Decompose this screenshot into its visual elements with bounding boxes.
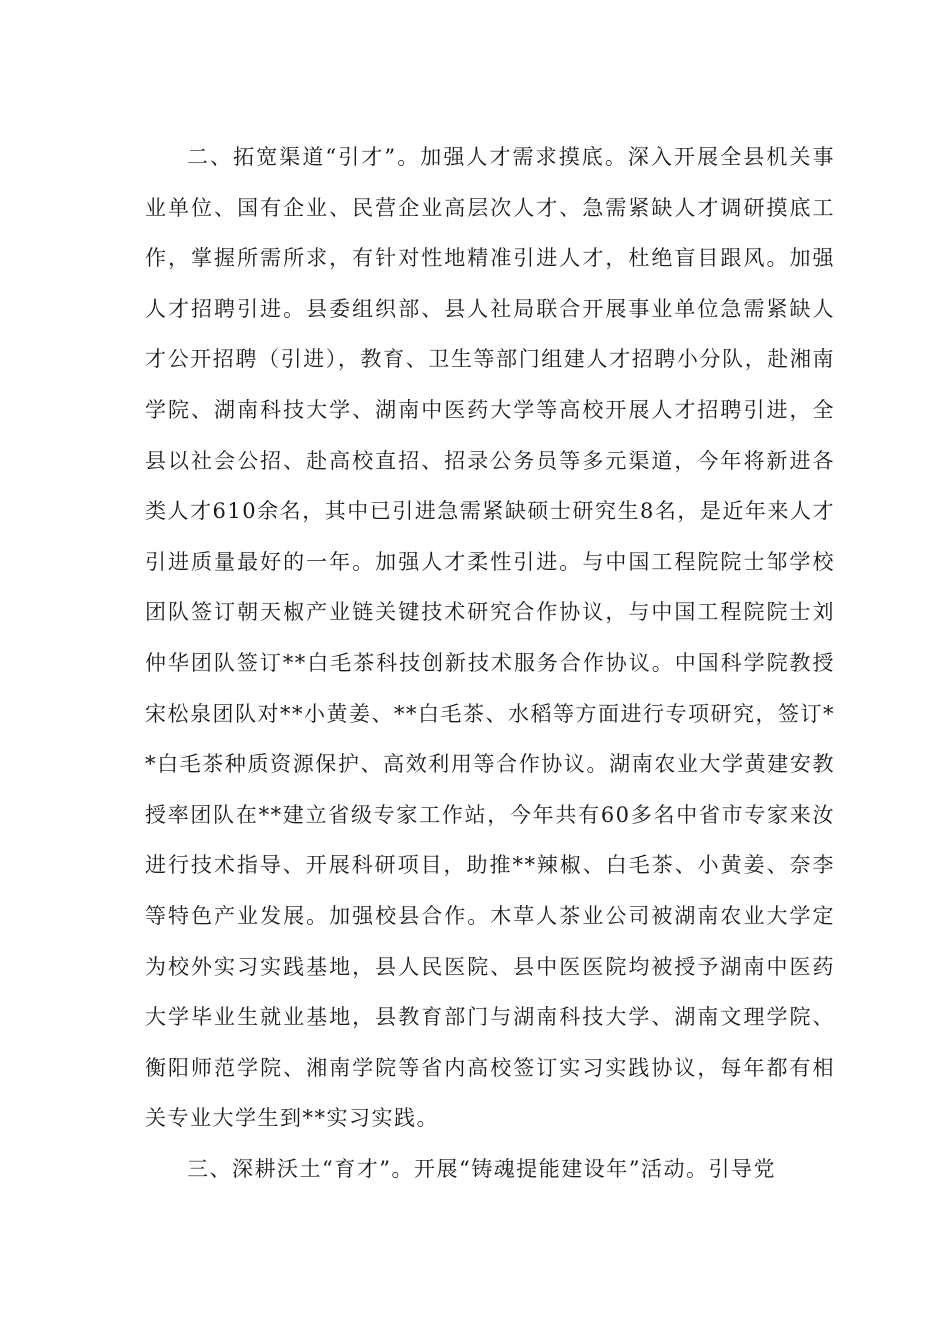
document-body (145, 132, 835, 1194)
paragraph-talent-cultivation: 三、深耕沃土“育才”。开展“铸魂提能建设年”活动。引导党 (187, 1156, 776, 1181)
paragraph-talent-recruitment: 二、拓宽渠道“引才”。加强人才需求摸底。深入开展全县机关事业单位、国有企业、民营企业高层次人才、急需紧缺人才调研摸底工作，掌握所需所求，有针对性地精准引进人才，杜绝盲目跟风。加强人才招聘引进。县委组织部、县人社局联合开展事业单位急需紧缺人才公开招聘（引进），教育、卫生等部门组建人才招聘小分队，赴湘南学院、湖南科技大学、湖南中医药大学等高校开展人才招聘引进，全县以社会公招、赴高校直招、招录公务员等多元渠道，今年将新进各类人才610余名，其中已引进急需紧缺硕士研究生8名，是近年来人才引进质量最好的一年。加强人才柔性引进。与中国工程院院士邹学校团队签订朝天椒产业链关键技术研究合作协议，与中国工程院院士刘仲华团队签订**白毛茶科技创新技术服务合作协议。中国科学院教授宋松泉团队对**小黄姜、**白毛茶、水稻等方面进行专项研究，签订**白毛茶种质资源保护、高效利用等合作协议。湖南农业大学黄建安教授率团队在**建立省级专家工作站，今年共有60多名中省市专家来汝进行技术指导、开展科研项目，助推**辣椒、白毛茶、小黄姜、奈李等特色产业发展。加强校县合作。木草人茶业公司被湖南农业大学定为校外实习实践基地，县人民医院、县中医医院均被授予湖南中医药大学毕业生就业基地，县教育部门与湖南科技大学、湖南文理学院、衡阳师范学院、湘南学院等省内高校签订实习实践协议，每年都有相关专业大学生到**实习实践。 (145, 145, 835, 1131)
